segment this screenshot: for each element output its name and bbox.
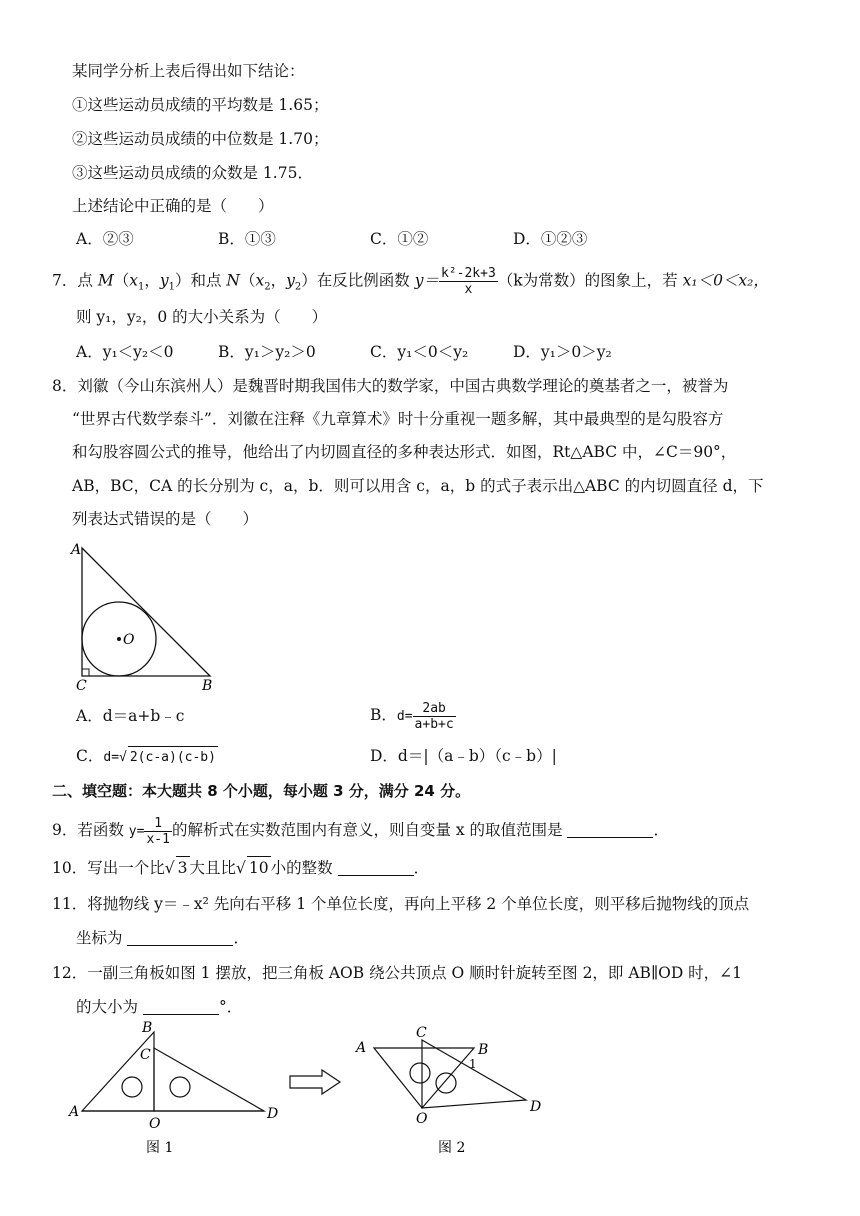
q8-line4: AB，BC，CA 的长分别为 c，a，b．则可以用含 c，a，b 的式子表示出△ABC 的内切圆直径 d，下 (72, 477, 764, 495)
label-c: C (76, 678, 87, 694)
q6-option-c: C．①② (370, 230, 429, 248)
label-a: A (71, 542, 82, 558)
fig2-label-angle-1: 1 (469, 1057, 477, 1071)
q12-answer-blank[interactable] (143, 998, 219, 1015)
conclusion-1: ①这些运动员成绩的平均数是 1.65； (72, 96, 329, 114)
q9-answer-blank[interactable] (567, 821, 653, 838)
fig2-label-b: B (478, 1042, 489, 1058)
q9: 9．若函数 y= $\frac{1}{x-1}$ 的解析式在实数范围内有意义，则自变量 x 的取值范围是 ． (52, 815, 669, 847)
q7-option-d: D．y₁＞0＞y₂ (513, 343, 612, 361)
q8-line5: 列表达式错误的是（ ） (72, 510, 259, 528)
q6-prompt: 上述结论中正确的是（ ） (72, 197, 274, 215)
q7-option-a: A．y₁＜y₂＜0 (76, 343, 174, 361)
q6-option-b: B．①③ (218, 230, 276, 248)
q7-option-c: C．y₁＜0＜y₂ (370, 343, 469, 361)
q10: 10．写出一个比√ 3 大且比√ 10 小的整数 ． (52, 856, 429, 879)
fig1-label-b: B (142, 1020, 153, 1036)
figure-1 (64, 1018, 292, 1158)
q6-option-a: A．②③ (76, 230, 134, 248)
q8-line3: 和勾股容圆公式的推导，他给出了内切圆直径的多种表达形式．如图，Rt△ABC 中，∠C＝90°， (72, 443, 737, 461)
q7-line1: 7．点 $M(x_1$，$y_1$）和点 $N(x_2$，$y_2$）在反比例函数 y＝ $\frac{\text{k²-2k+3}}{x}$ （k为常数）的图象上，若 x₁＜0＜x₂， (52, 266, 769, 297)
q11-line2: 坐标为 ． (76, 929, 249, 947)
conclusion-2: ②这些运动员成绩的中位数是 1.70； (72, 130, 329, 148)
q7-line2: 则 y₁，y₂，0 的大小关系为（ ） (76, 308, 328, 326)
arrow-icon (288, 1068, 344, 1096)
section-2-heading: 二、填空题：本大题共 8 个小题，每小题 3 分，满分 24 分。 (52, 782, 471, 800)
q10-answer-blank[interactable] (338, 859, 414, 876)
q8-option-b: B．d= $\frac{2ab}{a+b+c}$ (370, 700, 454, 732)
fig2-caption: 图 2 (438, 1140, 466, 1156)
q7-option-b: B．y₁＞y₂＞0 (218, 343, 316, 361)
fig2-label-o: O (416, 1111, 428, 1127)
q8-option-c: C．d=√ 2(c-a)(c-b) (76, 745, 218, 769)
fig1-caption: 图 1 (146, 1140, 174, 1156)
figure-2 (350, 1020, 550, 1160)
conclusion-3: ③这些运动员成绩的众数是 1.75． (72, 164, 313, 182)
q8-line2: “世界古代数学泰斗”．刘徽在注释《九章算术》时十分重视一题多解，其中最典型的是勾股容方 (72, 410, 724, 428)
q8-option-a: A．d＝a+b﹣c (76, 707, 185, 725)
q7-fraction: $\frac{\text{k²-2k+3}}{x}$ (440, 266, 496, 297)
q11-answer-blank[interactable] (127, 929, 233, 946)
fig2-label-c: C (416, 1025, 427, 1041)
label-b: B (202, 678, 213, 694)
q8-line1: 8．刘徽（今山东滨州人）是魏晋时期我国伟大的数学家，中国古典数学理论的奠基者之一，被誉为 (52, 377, 729, 395)
intro-text: 某同学分析上表后得出如下结论： (72, 62, 305, 80)
fig1-label-a: A (69, 1104, 80, 1120)
q11-line1: 11．将抛物线 y＝﹣x² 先向右平移 1 个单位长度，再向上平移 2 个单位长度，则平移后抛物线的顶点 (52, 895, 750, 913)
fig1-label-d: D (267, 1106, 279, 1122)
label-o: O (123, 632, 135, 648)
fig1-label-o: O (149, 1116, 161, 1132)
fig2-label-a: A (356, 1040, 367, 1056)
q12-line2: 的大小为 °． (76, 998, 243, 1016)
fig1-label-c: C (140, 1047, 151, 1063)
q8-triangle-figure (66, 538, 226, 698)
q12-line1: 12．一副三角板如图 1 摆放，把三角板 AOB 绕公共顶点 O 顺时针旋转至图 2，即 AB∥OD 时，∠1 (52, 964, 743, 982)
q8-option-d: D．d＝|（a﹣b）（c﹣b）| (370, 747, 557, 765)
q6-option-d: D．①②③ (513, 230, 588, 248)
fig2-label-d: D (530, 1099, 542, 1115)
